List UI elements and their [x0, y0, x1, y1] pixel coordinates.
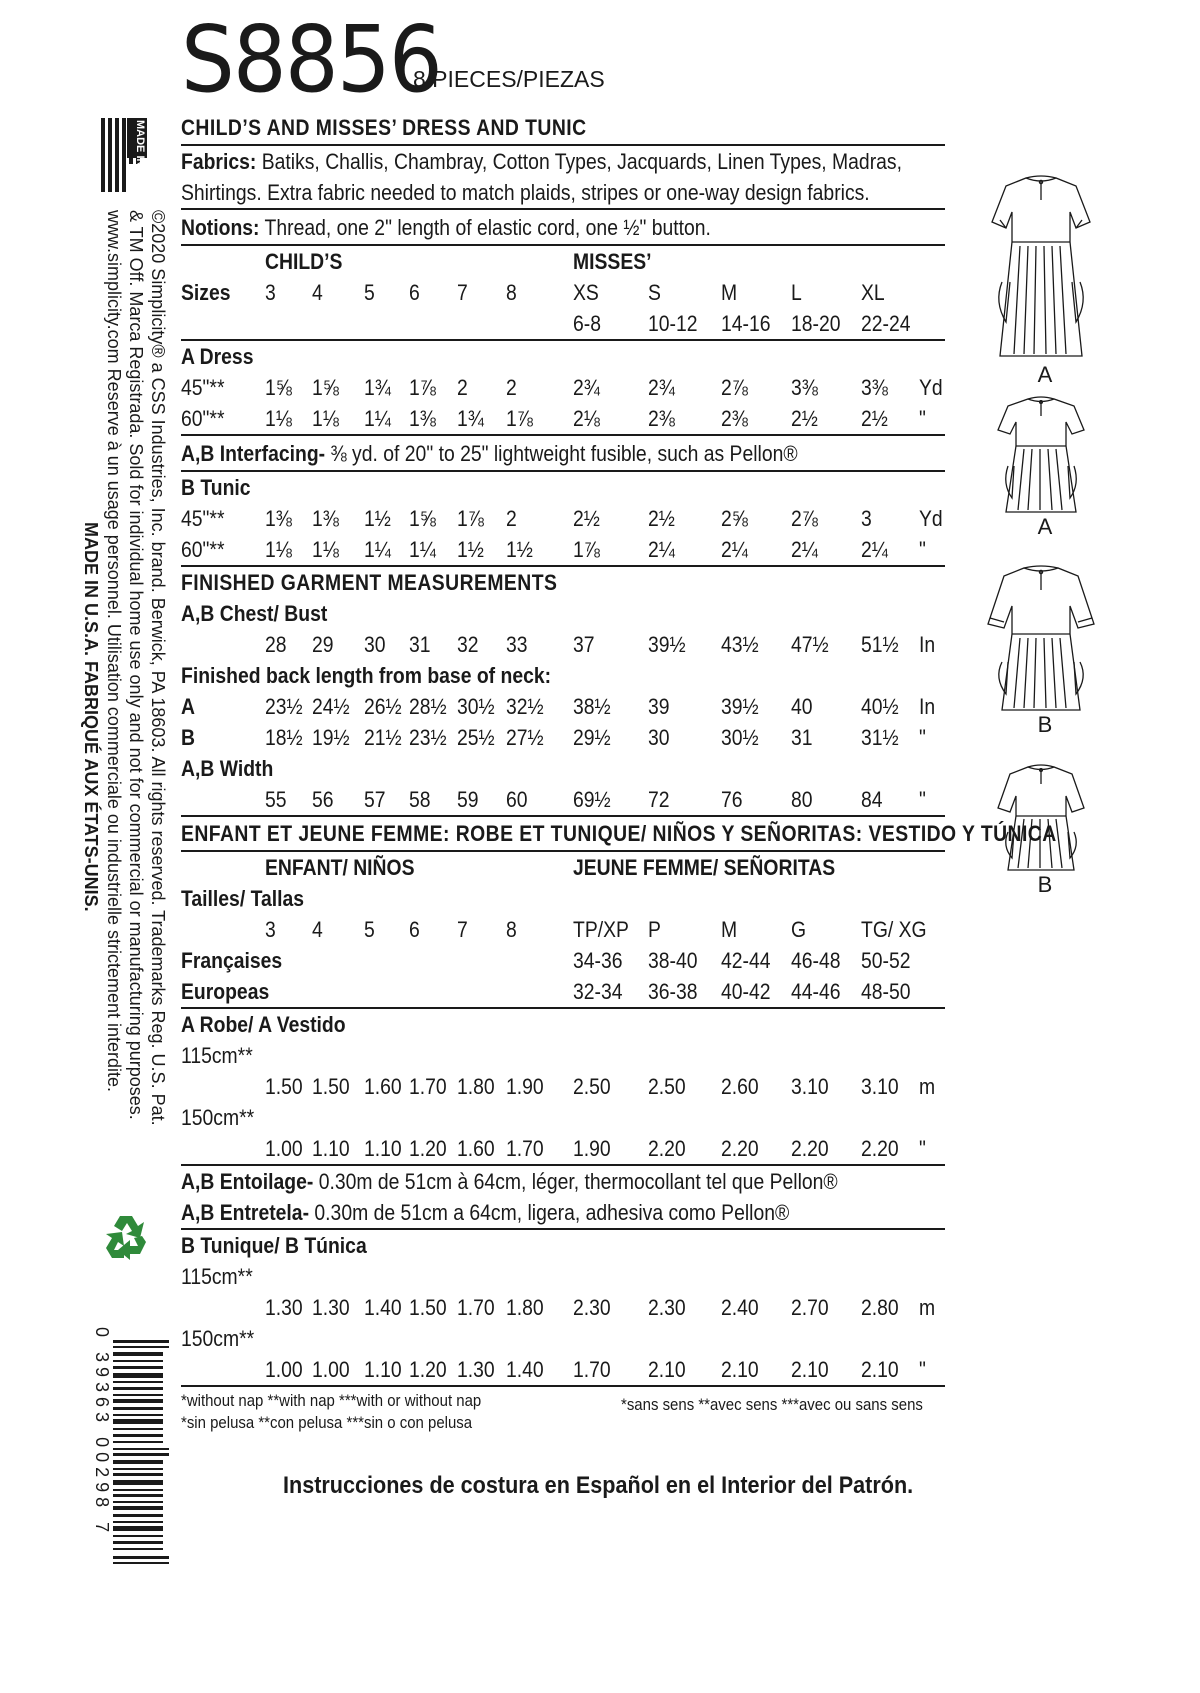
tailles-cell: 5 — [364, 917, 375, 942]
tunique-cell: 1.40 — [364, 1295, 402, 1320]
tailles-cell: 7 — [457, 917, 468, 942]
website-line: www.simplicity.com Reserve à un usage personnel. Utilisation commerciale ou industrielle strictement interdite. — [104, 210, 124, 1093]
tunique-unit: " — [919, 1357, 926, 1382]
tailles-cell: M — [721, 917, 738, 942]
chest-cell: 39½ — [648, 632, 686, 657]
entretela-row — [181, 1197, 945, 1230]
tailles-label: Tailles/ Tallas — [181, 886, 305, 911]
europeas-cell: 44-46 — [791, 979, 841, 1004]
back-b-cell: 31½ — [861, 725, 899, 750]
tunique-width-label: 150cm** — [181, 1326, 255, 1351]
dress-a-back-icon — [990, 172, 1092, 358]
back-b-cell: 30 — [648, 725, 670, 750]
entoilage-text: 0.30m de 51cm à 64cm, léger, thermocollant tel que Pellon® — [318, 1169, 838, 1194]
back-b-cell: 23½ — [409, 725, 447, 750]
entretela-label: A,B Entretela- — [181, 1200, 310, 1225]
entoilage-label: A,B Entoilage- — [181, 1169, 314, 1194]
width-cell: 76 — [721, 787, 743, 812]
robe-cell: 2.50 — [648, 1074, 686, 1099]
a-dress-cell: 2 — [506, 375, 517, 400]
recycle-icon — [100, 1212, 152, 1264]
a-dress-cell: 3⅜ — [791, 375, 818, 400]
back-b-unit: " — [919, 725, 926, 750]
robe-cell: 2.20 — [648, 1136, 686, 1161]
size-header-cell: 4 — [312, 280, 323, 305]
fabrics-text: Batiks, Challis, Chambray, Cotton Types, Jacquards, Linen Types, Madras, — [261, 149, 902, 174]
tunique-values-row — [181, 1292, 945, 1323]
b-tunic-cell: 2¼ — [791, 537, 818, 562]
francaises-cell: 38-40 — [648, 948, 698, 973]
robe-cell: 2.50 — [573, 1074, 611, 1099]
misses-range: 14-16 — [721, 311, 771, 336]
b-tunic-cell: 2 — [506, 506, 517, 531]
size-header-cell: 8 — [506, 280, 517, 305]
notions-row — [181, 210, 945, 246]
tailles-cell: P — [648, 917, 661, 942]
b-tunic-unit: Yd — [919, 506, 943, 531]
tunique-cell: 1.10 — [364, 1357, 402, 1382]
robe-cell: 1.00 — [265, 1136, 303, 1161]
francaises-cell: 46-48 — [791, 948, 841, 973]
a-dress-cell: 2⅞ — [721, 375, 748, 400]
misses-range: 10-12 — [648, 311, 698, 336]
robe-label: A Robe/ A Vestido — [181, 1012, 346, 1037]
b-tunic-cell: 2½ — [573, 506, 600, 531]
tunique-cell: 2.10 — [648, 1357, 686, 1382]
footnote-fr: *sans sens **avec sens ***avec ou sans sens — [621, 1395, 923, 1414]
width-cell: 55 — [265, 787, 287, 812]
tunique-cell: 1.30 — [312, 1295, 350, 1320]
size-header-cell: M — [721, 280, 738, 305]
a-dress-cell: 2⅜ — [721, 406, 748, 431]
back-a-label: A — [181, 694, 195, 719]
b-tunic-cell: 1¼ — [364, 537, 391, 562]
tailles-cell: 3 — [265, 917, 276, 942]
chest-unit: In — [919, 632, 936, 657]
width-cell: 72 — [648, 787, 670, 812]
a-dress-cell: 1⅜ — [409, 406, 436, 431]
child-heading: CHILD’S — [265, 249, 343, 274]
fr-es-heading-row — [181, 817, 1057, 852]
chest-cell: 47½ — [791, 632, 829, 657]
back-b-row — [181, 722, 945, 753]
b-tunic-cell: 1½ — [457, 537, 484, 562]
a-dress-cell: 1⅞ — [409, 375, 436, 400]
b-tunic-width-label: 45"** — [181, 506, 225, 531]
robe-cell: 1.60 — [457, 1136, 495, 1161]
misses-ranges-row — [181, 308, 945, 341]
b-tunic-cell: 1¼ — [409, 537, 436, 562]
b-tunic-cell: 1⅞ — [573, 537, 600, 562]
sizes-row — [181, 277, 945, 308]
size-heading-row — [181, 246, 945, 277]
robe-cell: 1.70 — [506, 1136, 544, 1161]
back-b-cell: 18½ — [265, 725, 303, 750]
width-label: A,B Width — [181, 756, 274, 781]
tailles-cell: TP/XP — [573, 917, 629, 942]
width-cell: 58 — [409, 787, 431, 812]
chest-cell: 33 — [506, 632, 528, 657]
back-a-cell: 23½ — [265, 694, 303, 719]
a-dress-cell: 2⅜ — [648, 406, 675, 431]
width-cell: 80 — [791, 787, 813, 812]
a-dress-cell: 1⅝ — [265, 375, 292, 400]
tunique-label-row — [181, 1230, 945, 1261]
page-title: CHILD’S AND MISSES’ DRESS AND TUNIC — [181, 115, 587, 140]
a-dress-cell: 1¾ — [457, 406, 484, 431]
notions-label: Notions: — [181, 215, 260, 240]
chest-label: A,B Chest/ Bust — [181, 601, 328, 626]
size-header-cell: XL — [861, 280, 885, 305]
a-dress-cell: 1¾ — [364, 375, 391, 400]
a-dress-cell: 1⅝ — [312, 375, 339, 400]
back-b-cell: 29½ — [573, 725, 611, 750]
chest-cell: 30 — [364, 632, 386, 657]
chest-cell: 43½ — [721, 632, 759, 657]
back-a-cell: 38½ — [573, 694, 611, 719]
trademark-line: & TM Off. Marca Registrada. Sold for individual home use only and not for commercial or manufacturing purposes. — [126, 210, 146, 1120]
a-dress-cell: 2⅛ — [573, 406, 600, 431]
tunique-cell: 1.00 — [312, 1357, 350, 1382]
b-tunic-width-label: 60"** — [181, 537, 225, 562]
a-dress-label: A Dress — [181, 344, 254, 369]
width-cell: 84 — [861, 787, 883, 812]
made-in-usa-label: MADE IN USA — [134, 120, 146, 193]
barcode-digits: 0 39363 00298 7 — [92, 1327, 112, 1538]
b-tunic-cell: 2½ — [648, 506, 675, 531]
tunique-cell: 2.70 — [791, 1295, 829, 1320]
tunique-cell: 1.50 — [409, 1295, 447, 1320]
back-b-cell: 19½ — [312, 725, 350, 750]
tailles-cell: 6 — [409, 917, 420, 942]
europeas-row — [181, 976, 945, 1009]
robe-cell: 1.10 — [312, 1136, 350, 1161]
view-a-child-label: A — [1037, 514, 1053, 539]
chest-cell: 29 — [312, 632, 334, 657]
size-header-cell: 6 — [409, 280, 420, 305]
dress-a-child-back-icon — [996, 394, 1086, 514]
tunique-cell: 2.30 — [648, 1295, 686, 1320]
entretela-text: 0.30m de 51cm a 64cm, ligera, adhesiva como Pellon® — [314, 1200, 790, 1225]
back-length-label-row — [181, 660, 945, 691]
width-cell: 56 — [312, 787, 334, 812]
back-a-cell: 30½ — [457, 694, 495, 719]
robe-cell: 1.50 — [265, 1074, 303, 1099]
tailles-cell: TG/ XG — [861, 917, 927, 942]
misses-range: 6-8 — [573, 311, 601, 336]
robe-width-label: 150cm** — [181, 1105, 255, 1130]
robe-cell: 2.20 — [791, 1136, 829, 1161]
fabrics-text-2: Shirtings. Extra fabric needed to match plaids, stripes or one-way design fabrics. — [181, 180, 870, 205]
finished-heading-row — [181, 565, 945, 598]
b-tunic-cell: 2⅞ — [791, 506, 818, 531]
back-a-cell: 40½ — [861, 694, 899, 719]
back-b-cell: 27½ — [506, 725, 544, 750]
robe-cell: 1.60 — [364, 1074, 402, 1099]
europeas-label: Europeas — [181, 979, 270, 1004]
tailles-cell: 8 — [506, 917, 517, 942]
tailles-cell: 4 — [312, 917, 323, 942]
tunique-cell: 2.30 — [573, 1295, 611, 1320]
b-tunic-cell: 1⅞ — [457, 506, 484, 531]
back-length-label: Finished back length from base of neck: — [181, 663, 552, 688]
a-dress-label-row — [181, 341, 945, 372]
robe-cell: 1.80 — [457, 1074, 495, 1099]
robe-unit: m — [919, 1074, 936, 1099]
a-dress-cell: 3⅜ — [861, 375, 888, 400]
width-cell: 57 — [364, 787, 386, 812]
interfacing-label: A,B Interfacing- — [181, 441, 326, 466]
notions-text: Thread, one 2" length of elastic cord, one ½" button. — [264, 215, 711, 240]
b-tunic-row — [181, 503, 945, 534]
b-tunic-cell: 2¼ — [721, 537, 748, 562]
tunique-cell: 1.20 — [409, 1357, 447, 1382]
interfacing-row — [181, 434, 945, 472]
chest-cell: 28 — [265, 632, 287, 657]
robe-cell: 1.90 — [573, 1136, 611, 1161]
robe-cell: 3.10 — [791, 1074, 829, 1099]
tunique-cell: 2.10 — [861, 1357, 899, 1382]
robe-cell: 1.70 — [409, 1074, 447, 1099]
tunique-cell: 1.70 — [573, 1357, 611, 1382]
back-a-cell: 39 — [648, 694, 670, 719]
footnotes — [181, 1387, 945, 1433]
enfant-heading-row — [181, 852, 945, 883]
made-in-usa-line: MADE IN U.S.A. FABRIQUÉ AUX ÉTATS-UNIS. — [81, 522, 101, 912]
a-dress-width-label: 60"** — [181, 406, 225, 431]
europeas-cell: 48-50 — [861, 979, 911, 1004]
robe-cell: 1.10 — [364, 1136, 402, 1161]
a-dress-cell: 2½ — [791, 406, 818, 431]
view-b-child-label: B — [1037, 872, 1053, 897]
europeas-cell: 36-38 — [648, 979, 698, 1004]
robe-width-row — [181, 1102, 945, 1133]
back-a-cell: 39½ — [721, 694, 759, 719]
a-dress-cell: 1⅞ — [506, 406, 533, 431]
size-header-cell: S — [648, 280, 661, 305]
size-header-cell: 7 — [457, 280, 468, 305]
robe-cell: 1.50 — [312, 1074, 350, 1099]
width-cell: 69½ — [573, 787, 611, 812]
tunique-width-row — [181, 1323, 945, 1354]
tunique-unit: m — [919, 1295, 936, 1320]
b-tunic-unit: " — [919, 537, 926, 562]
misses-range: 18-20 — [791, 311, 841, 336]
robe-values-row — [181, 1071, 945, 1102]
b-tunic-cell: 2¼ — [648, 537, 675, 562]
tailles-cell: G — [791, 917, 807, 942]
tunic-b-child-back-icon — [996, 762, 1086, 872]
back-a-cell: 32½ — [506, 694, 544, 719]
tunique-cell: 1.30 — [265, 1295, 303, 1320]
back-b-cell: 31 — [791, 725, 813, 750]
width-label-row — [181, 753, 945, 784]
tailles-row — [181, 914, 945, 945]
robe-values-row — [181, 1133, 945, 1164]
tunique-cell: 1.70 — [457, 1295, 495, 1320]
a-dress-cell: 2½ — [861, 406, 888, 431]
width-row — [181, 784, 945, 817]
misses-range: 22-24 — [861, 311, 911, 336]
francaises-row — [181, 945, 945, 976]
a-dress-row — [181, 403, 945, 434]
robe-unit: " — [919, 1136, 926, 1161]
size-header-cell: 5 — [364, 280, 375, 305]
b-tunic-label: B Tunic — [181, 475, 251, 500]
chest-cell: 37 — [573, 632, 595, 657]
tunique-cell: 1.40 — [506, 1357, 544, 1382]
b-tunic-cell: 1⅜ — [265, 506, 292, 531]
back-a-cell: 26½ — [364, 694, 402, 719]
width-cell: 60 — [506, 787, 528, 812]
piece-count: 8 PIECES/PIEZAS — [413, 66, 605, 92]
francaises-cell: 50-52 — [861, 948, 911, 973]
robe-cell: 1.90 — [506, 1074, 544, 1099]
robe-label-row — [181, 1009, 945, 1040]
back-a-unit: In — [919, 694, 936, 719]
back-a-cell: 24½ — [312, 694, 350, 719]
back-b-label: B — [181, 725, 195, 750]
enfant-heading: ENFANT/ NIÑOS — [265, 855, 415, 880]
a-dress-cell: 2¾ — [573, 375, 600, 400]
copyright-line: ©2020 Simplicity® a CSS Industries, Inc. brand. Berwick, PA 18603. All rights reserved. Trademarks Reg. U.S. Pat. — [148, 210, 168, 1126]
size-header-cell: XS — [573, 280, 599, 305]
a-dress-width-label: 45"** — [181, 375, 225, 400]
back-b-cell: 25½ — [457, 725, 495, 750]
tunique-cell: 2.80 — [861, 1295, 899, 1320]
view-a-label: A — [1037, 362, 1053, 387]
back-a-cell: 28½ — [409, 694, 447, 719]
back-a-cell: 40 — [791, 694, 813, 719]
tunique-cell: 2.10 — [721, 1357, 759, 1382]
francaises-cell: 34-36 — [573, 948, 623, 973]
robe-cell: 2.60 — [721, 1074, 759, 1099]
finished-heading: FINISHED GARMENT MEASUREMENTS — [181, 570, 558, 595]
back-a-row — [181, 691, 945, 722]
tunique-cell: 1.80 — [506, 1295, 544, 1320]
a-dress-cell: 1¼ — [364, 406, 391, 431]
chest-cell: 31 — [409, 632, 431, 657]
width-cell: 59 — [457, 787, 479, 812]
robe-cell: 2.20 — [861, 1136, 899, 1161]
b-tunic-cell: 1⅜ — [312, 506, 339, 531]
title-row — [181, 112, 945, 146]
francaises-label: Françaises — [181, 948, 283, 973]
tunique-cell: 1.00 — [265, 1357, 303, 1382]
b-tunic-cell: 1⅛ — [265, 537, 292, 562]
chest-cell: 51½ — [861, 632, 899, 657]
robe-cell: 1.20 — [409, 1136, 447, 1161]
tunique-width-row — [181, 1261, 945, 1292]
b-tunic-cell: 1½ — [506, 537, 533, 562]
tailles-label-row — [181, 883, 945, 914]
misses-heading: MISSES’ — [573, 249, 652, 274]
tunique-values-row — [181, 1354, 945, 1385]
sizes-label: Sizes — [181, 280, 231, 305]
a-dress-row — [181, 372, 945, 403]
b-tunic-cell: 2¼ — [861, 537, 888, 562]
b-tunic-cell: 3 — [861, 506, 872, 531]
size-header-cell: 3 — [265, 280, 276, 305]
back-b-cell: 21½ — [364, 725, 402, 750]
jeune-heading: JEUNE FEMME/ SEÑORITAS — [573, 855, 836, 880]
europeas-cell: 40-42 — [721, 979, 771, 1004]
fabrics-row-2 — [181, 177, 945, 210]
b-tunic-cell: 1⅝ — [409, 506, 436, 531]
entoilage-row — [181, 1164, 945, 1197]
a-dress-unit: " — [919, 406, 926, 431]
size-header-cell: L — [791, 280, 802, 305]
chest-row — [181, 629, 945, 660]
tunique-width-label: 115cm** — [181, 1264, 253, 1289]
tunique-cell: 2.40 — [721, 1295, 759, 1320]
robe-cell: 2.20 — [721, 1136, 759, 1161]
europeas-cell: 32-34 — [573, 979, 623, 1004]
tunique-label: B Tunique/ B Túnica — [181, 1233, 367, 1258]
robe-cell: 3.10 — [861, 1074, 899, 1099]
fabrics-row — [181, 146, 945, 177]
tunique-cell: 2.10 — [791, 1357, 829, 1382]
a-dress-cell: 1⅛ — [312, 406, 339, 431]
a-dress-cell: 2 — [457, 375, 468, 400]
b-tunic-label-row — [181, 472, 945, 503]
spanish-instructions-note: Instrucciones de costura en Español en el Interior del Patrón. — [283, 1472, 914, 1499]
chest-label-row — [181, 598, 945, 629]
b-tunic-cell: 1½ — [364, 506, 391, 531]
francaises-cell: 42-44 — [721, 948, 771, 973]
footnote-es: *sin pelusa **con pelusa ***sin o con pelusa — [181, 1413, 473, 1432]
footnote-en: *without nap **with nap ***with or without nap — [181, 1391, 482, 1410]
interfacing-text: ⅜ yd. of 20" to 25" lightweight fusible, such as Pellon® — [330, 441, 798, 466]
pattern-number: S8856 — [181, 6, 441, 113]
tunic-b-back-icon — [986, 562, 1096, 712]
barcode-icon — [113, 1340, 169, 1566]
back-b-cell: 30½ — [721, 725, 759, 750]
tunique-cell: 1.30 — [457, 1357, 495, 1382]
b-tunic-cell: 1⅛ — [312, 537, 339, 562]
fabrics-label: Fabrics: — [181, 149, 257, 174]
chest-cell: 32 — [457, 632, 479, 657]
a-dress-cell: 1⅛ — [265, 406, 292, 431]
fr-es-heading: ENFANT ET JEUNE FEMME: ROBE ET TUNIQUE/ NIÑOS Y SEÑORITAS: VESTIDO Y TÚNICA — [181, 821, 1057, 846]
robe-width-row — [181, 1040, 945, 1071]
b-tunic-row — [181, 534, 945, 565]
a-dress-cell: 2¾ — [648, 375, 675, 400]
width-unit: " — [919, 787, 926, 812]
robe-width-label: 115cm** — [181, 1043, 253, 1068]
a-dress-unit: Yd — [919, 375, 943, 400]
view-b-label: B — [1037, 712, 1053, 737]
main-content — [181, 112, 1057, 1433]
b-tunic-cell: 2⅝ — [721, 506, 748, 531]
